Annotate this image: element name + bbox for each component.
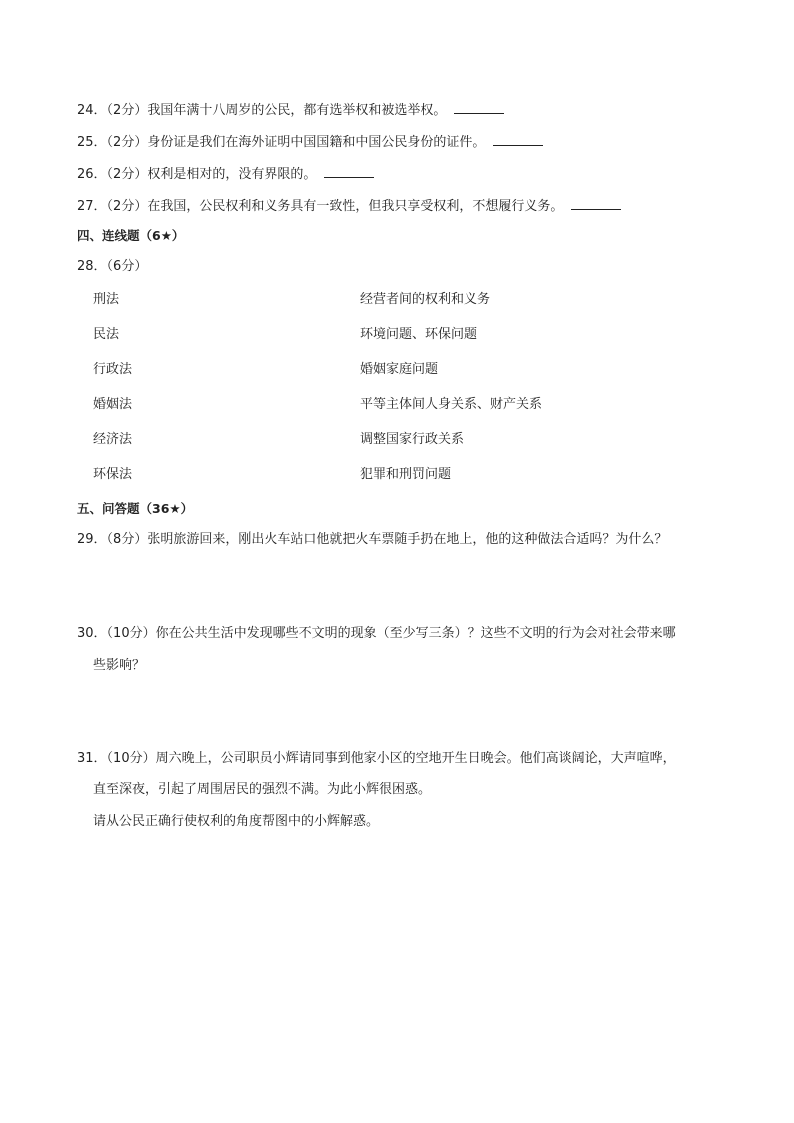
match-left-item[interactable]: 民法	[93, 327, 120, 342]
question-31-line2: 直至深夜，引起了周围居民的强烈不满。为此小辉很困惑。	[93, 782, 432, 797]
question-number: 25．	[77, 135, 107, 150]
answer-blank[interactable]	[493, 133, 543, 146]
question-31-line1: 31．（10分）周六晚上，公司职员小辉请同事到他家小区的空地开生日晚会。他们高谈阔论，大声喧哗，	[77, 751, 676, 766]
match-left-item[interactable]: 经济法	[93, 432, 133, 447]
match-left-item[interactable]: 刑法	[93, 292, 120, 307]
question-31-line3: 请从公民正确行使权利的角度帮图中的小辉解惑。	[93, 814, 380, 829]
match-right-item[interactable]: 调整国家行政关系	[360, 432, 465, 447]
question-26	[77, 165, 374, 184]
question-number: 26．	[77, 167, 107, 182]
answer-blank[interactable]	[571, 197, 621, 210]
question-29: 29．（8分）张明旅游回来，刚出火车站口他就把火车票随手扔在地上，他的这种做法合适吗？为什么？	[77, 532, 668, 547]
question-30-line1: 30．（10分）你在公共生活中发现哪些不文明的现象（至少写三条）？这些不文明的行为会对社会带来哪	[77, 626, 676, 641]
question-30-line2: 些影响？	[93, 658, 146, 673]
match-left-item[interactable]: 环保法	[93, 467, 133, 482]
answer-blank[interactable]	[454, 101, 504, 114]
question-number: 24．	[77, 103, 107, 118]
question-text: （2分）在我国，公民权利和义务具有一致性，但我只享受权利，不想履行义务。	[106, 199, 564, 214]
answer-blank[interactable]	[324, 165, 374, 178]
match-left-item[interactable]: 行政法	[93, 362, 133, 377]
match-right-item[interactable]: 环境问题、环保问题	[360, 327, 478, 342]
match-right-item[interactable]: 犯罪和刑罚问题	[360, 467, 452, 482]
question-25	[77, 133, 543, 152]
question-27	[77, 197, 621, 216]
question-number: 27．	[77, 199, 107, 214]
question-24	[77, 101, 504, 120]
match-right-item[interactable]: 经营者间的权利和义务	[360, 292, 491, 307]
question-28: 28．（6分）	[77, 259, 148, 274]
section-title-matching: 四、连线题（6★）	[77, 228, 185, 243]
section-title-qa: 五、问答题（36★）	[77, 501, 194, 516]
question-text: （2分）权利是相对的，没有界限的。	[106, 167, 317, 182]
match-right-item[interactable]: 婚姻家庭问题	[360, 362, 439, 377]
question-text: （2分）我国年满十八周岁的公民，都有选举权和被选举权。	[106, 103, 447, 118]
match-left-item[interactable]: 婚姻法	[93, 397, 133, 412]
question-text: （2分）身份证是我们在海外证明中国国籍和中国公民身份的证件。	[106, 135, 486, 150]
match-right-item[interactable]: 平等主体间人身关系、财产关系	[360, 397, 543, 412]
